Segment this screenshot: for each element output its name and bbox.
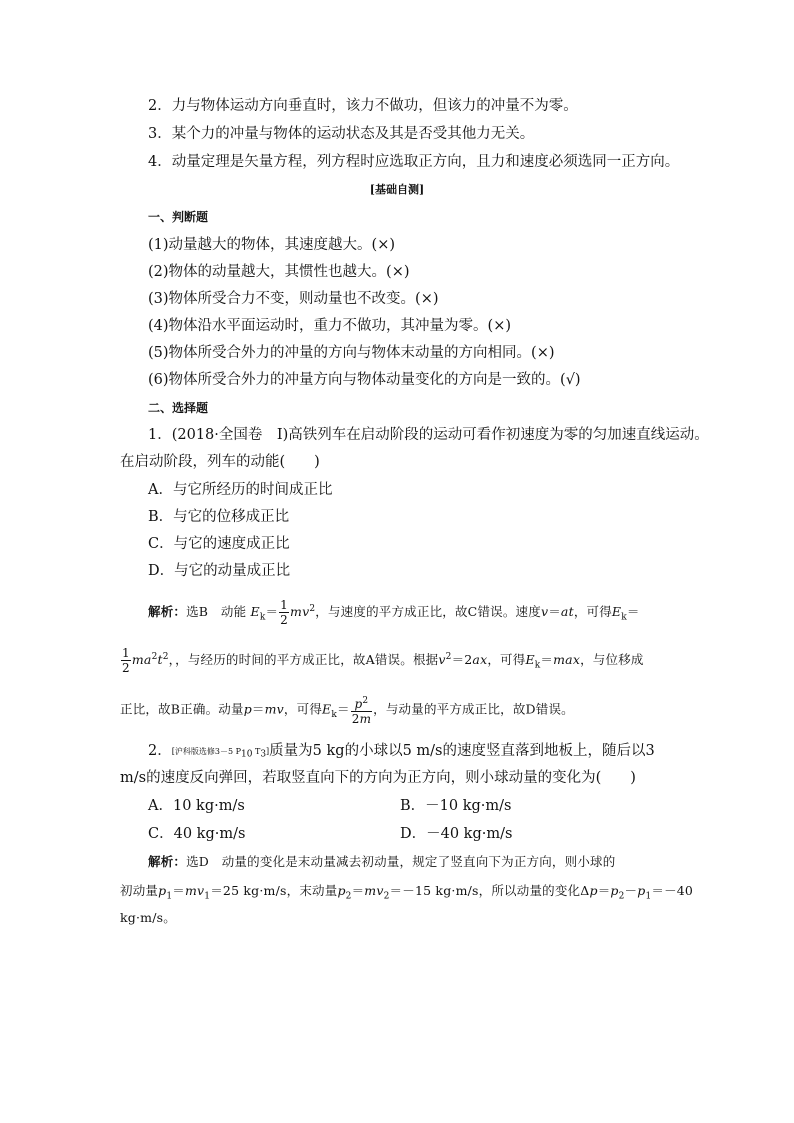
solution-text-7: ，可得 [283,701,323,717]
q2-solution-line1 [148,852,615,872]
q2-solution-text-c: ＝－15 kg·m/s，所以动量的变化Δ [389,883,590,898]
q1-option-c: C．与它的速度成正比 [148,536,290,552]
q1-option-b: B．与它的位移成正比 [148,509,290,525]
q2-option-b: B．－10 kg·m/s [400,798,512,814]
q2-source-text: [沪科版选修3－5 P [171,747,241,756]
q2-number: 2． [148,743,172,759]
judge-item-1: (1)动量越大的物体，其速度越大。(×) [148,237,396,253]
q2-stem-text: 质量为5 kg的小球以5 m/s的速度竖直落到地板上，随后以3 [269,743,655,759]
judge-item-2: (2)物体的动量越大，其惯性也越大。(×) [148,264,410,280]
q2-option-a: A．10 kg·m/s [148,798,245,814]
q1-option-a: A．与它所经历的时间成正比 [148,482,333,498]
judge-item-5: (5)物体所受合外力的冲量的方向与物体末动量的方向相同。(×) [148,345,555,361]
q2-solution-text-d: ＝－40 [651,883,694,898]
solution-text-4: ，可得 [487,652,526,667]
q2-source-page: 10 [240,749,253,760]
q1-solution-line3: 正比，故B正确。动量p＝mv，可得$E_k=$ $\frac{p^2}{2m}$ ，与动量的平方成正比，故D错误。 [120,696,574,726]
q2-source [171,747,270,760]
q1-option-d: D．与它的动量成正比 [148,563,291,579]
solution-text-6: 正比，故B正确。动量 [120,701,244,717]
solution-text-2: ，可得 [573,604,612,619]
judge-heading: 一、判断题 [148,210,209,224]
solution-label: 解析： [148,604,187,619]
section-title: [基础自测] [369,183,425,196]
q1-solution-line2: $\frac{1}{2}$ $ma^2t^2$，，与经历的时间的平方成正比，故A错误。根据$v^2=2ax$，可得$E_k=\max$，与位移成 [122,646,644,675]
fraction-one-half: $\frac{1}{2}$ [280,598,289,627]
q2-source-t: T [252,747,261,756]
judge-item-4: (4)物体沿水平面运动时，重力不做功，其冲量为零。(×) [148,318,512,334]
solution-text-3: ，与经历的时间的平方成正比，故A错误。根据 [175,652,439,667]
q2-stem-line2: m/s的速度反向弹回，若取竖直向下的方向为正方向，则小球动量的变化为( ) [120,770,636,786]
fraction-p2-over-2m: $\frac{p^2}{2m}$ [351,696,372,726]
solution-pick: 选B 动能 [186,604,247,619]
q1-stem-line1: 1．(2018·全国卷 Ⅰ)高铁列车在启动阶段的运动可看作初速度为零的匀加速直线运动。 [148,427,709,443]
summary-point-3: 3．某个力的冲量与物体的运动状态及其是否受其他力无关。 [148,126,535,142]
q1-stem-line2: 在启动阶段，列车的动能( ) [120,454,320,470]
solution-text-1: 与速度的平方成正比，故C错误。速度 [327,604,541,619]
q2-option-c: C．40 kg·m/s [148,826,246,842]
summary-point-2: 2．力与物体运动方向垂直时，该力不做功，但该力的冲量不为零。 [148,98,578,114]
judge-item-3: (3)物体所受合力不变，则动量也不改变。(×) [148,291,439,307]
q2-solution-pick: 选D 动量的变化是末动量减去初动量，规定了竖直向下为正方向，则小球的 [186,854,616,869]
q2-stem-line1 [148,741,655,765]
summary-point-4: 4．动量定理是矢量方程，列方程时应选取正方向，且力和速度必须选同一正方向。 [148,154,680,170]
q2-solution-line3: kg·m/s。 [120,910,176,925]
solution-text-8: ，与动量的平方成正比，故D错误。 [373,701,574,717]
q1-solution-line1: 解析：选B 动能 $E_k=$ $\frac{1}{2}$ $mv^2$，与速度的平方成正比，故C错误。速度v＝at，可得$E_k=$ [148,598,640,627]
q2-solution-text-a: 初动量 [120,883,159,898]
q2-option-d: D．－40 kg·m/s [400,826,513,842]
q2-solution-text-b: ＝25 kg·m/s，末动量 [210,883,338,898]
q2-solution-line2: 初动量$p_1=mv_1=25$ kg·m/s，末动量$p_2=mv_2=-15$ kg·m/s，所以动量的变化$\Delta p=p_2-p_1=-40$ [120,883,694,902]
q2-source-close: ] [266,747,270,756]
solution-text-5: ，与位移成 [580,652,644,667]
choice-heading: 二、选择题 [148,401,209,415]
judge-item-6: (6)物体所受合外力的冲量方向与物体动量变化的方向是一致的。(√) [148,372,581,388]
q2-source-item: 3 [260,749,267,760]
solution-label: 解析： [148,854,187,869]
fraction-one-half: $\frac{1}{2}$ [122,646,130,675]
